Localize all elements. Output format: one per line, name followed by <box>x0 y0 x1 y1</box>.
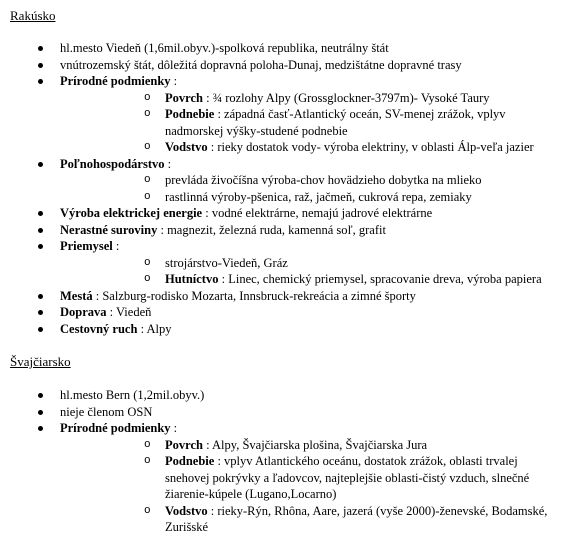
section-title-switzerland: Švajčiarsko <box>10 354 71 369</box>
climate-label: Podnebie <box>165 107 215 121</box>
cities-label: Mestá <box>60 288 93 303</box>
surface-label: Povrch <box>165 437 203 452</box>
waters-label: Vodstvo <box>165 140 208 154</box>
waters-label: Vodstvo <box>165 503 208 518</box>
list-item <box>60 453 560 503</box>
cities-text: : Salzburg-rodisko Mozarta, Innsbruck-rekreácia a zimné športy <box>92 288 416 303</box>
transport-text: : Viedeň <box>106 305 152 319</box>
power-text: : vodné elektrárne, nemajú jadrové elektrárne <box>205 206 433 220</box>
colon: : <box>170 421 178 435</box>
section-title-austria: Rakúsko <box>10 8 56 23</box>
list-item <box>0 304 560 321</box>
list-item <box>0 73 560 156</box>
austria-list <box>0 40 560 337</box>
list-item <box>0 321 560 338</box>
list-item <box>60 90 560 107</box>
list-item <box>0 288 560 305</box>
list-item <box>0 404 560 421</box>
surface-text: : Alpy, Švajčiarska plošina, Švajčiarska Jura <box>202 437 428 452</box>
list-item <box>60 189 560 206</box>
waters-text: : rieky dostatok vody- výroba elektriny, v oblasti Álp-veľa jazier <box>207 140 534 154</box>
power-label: Výroba elektrickej energie <box>60 206 203 220</box>
tourism-text: : Alpy <box>137 321 172 336</box>
minerals-text: : magnezit, železná ruda, kamenná soľ, grafit <box>157 222 386 237</box>
metallurgy-label: Hutníctvo <box>165 272 219 286</box>
climate-text: : vplyv Atlantického oceánu, dostatok zrážok, oblasti trvalej snehovej pokrývky a ľadovcov, najteplejšie oblasti-čistý vzduch, slnečné žiarenie-kúpele (Lugano,Locarno) <box>165 454 530 501</box>
minerals-label: Nerastné suroviny <box>60 222 158 237</box>
natural-conditions-heading: Prírodné podmienky <box>60 74 171 88</box>
surface-label: Povrch <box>165 90 203 105</box>
natural-conditions-list <box>60 90 560 156</box>
list-item <box>60 139 560 156</box>
colon: : <box>164 156 172 171</box>
metallurgy-text: : Linec, chemický priemysel, spracovanie dreva, výroba papiera <box>218 272 542 286</box>
list-item <box>60 437 560 454</box>
list-item <box>0 238 560 288</box>
industry-item: strojárstvo-Viedeň, Gráz <box>165 255 288 270</box>
location-text: vnútrozemský štát, dôležitá dopravná poloha-Dunaj, medzištátne dopravné trasy <box>60 57 462 72</box>
natural-conditions-heading: Prírodné podmienky <box>60 421 171 435</box>
un-membership-text: nieje členom OSN <box>60 404 153 419</box>
agriculture-list <box>60 172 560 205</box>
waters-text: : rieky-Rýn, Rhôna, Aare, jazerá (vyše 2000)-ženevské, Bodamské, Zurišské <box>165 503 548 534</box>
industry-list <box>60 255 560 288</box>
climate-text: : západná časť-Atlantický oceán, SV-menej zrážok, vplyv nadmorskej výšky-studené podnebie <box>165 107 506 138</box>
capital-text: hl.mesto Viedeň (1,6mil.obyv.)-spolková republika, neutrálny štát <box>60 41 389 55</box>
transport-label: Doprava <box>60 305 107 319</box>
list-item <box>0 156 560 206</box>
list-item <box>0 205 560 222</box>
agriculture-item: rastlinná výroby-pšenica, raž, jačmeň, cukrová repa, zemiaky <box>165 189 472 204</box>
list-item <box>0 420 560 536</box>
agriculture-heading: Poľnohospodárstvo <box>60 156 165 171</box>
capital-text: hl.mesto Bern (1,2mil.obyv.) <box>60 388 205 402</box>
colon: : <box>112 239 120 253</box>
climate-label: Podnebie <box>165 454 215 468</box>
list-item <box>0 40 560 57</box>
switzerland-list <box>0 387 560 536</box>
natural-conditions-list <box>60 437 560 536</box>
list-item <box>60 172 560 189</box>
list-item <box>0 222 560 239</box>
tourism-label: Cestovný ruch <box>60 321 138 336</box>
list-item <box>60 255 560 272</box>
agriculture-item: prevláda živočíšna výroba-chov hovädzieho dobytka na mlieko <box>165 173 482 187</box>
industry-heading: Priemysel <box>60 239 113 253</box>
list-item <box>60 271 560 288</box>
list-item <box>0 57 560 74</box>
list-item <box>0 387 560 404</box>
surface-text: : ¾ rozlohy Alpy (Grossglockner-3797m)- Vysoké Taury <box>202 90 490 105</box>
colon: : <box>170 74 178 88</box>
list-item <box>60 503 560 536</box>
list-item <box>60 106 560 139</box>
